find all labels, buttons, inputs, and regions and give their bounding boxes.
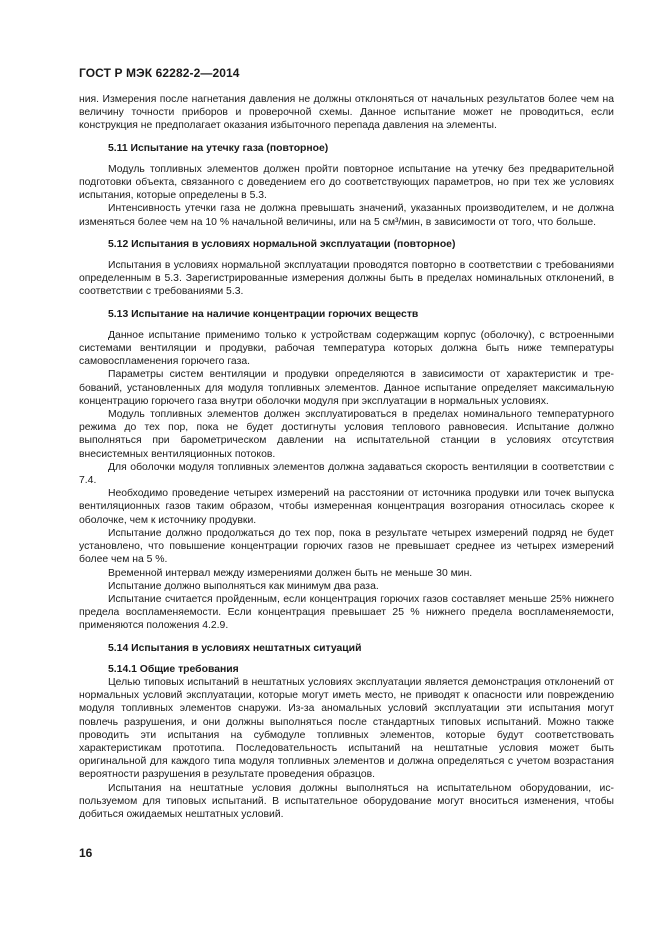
section-heading: 5.11 Испытание на утечку газа (повторное): [108, 142, 329, 154]
paragraph: Модуль топливных элементов должен пройти повторное испытание на утечку без предварительной подготовки объекта, связанного с доведением его до соответствующих параметров, но при тех же условиях испытания, которые определены в 5.3.: [79, 163, 614, 202]
document-body: [79, 93, 614, 821]
paragraph: Для оболочки модуля топливных элементов должна задаваться скорость вентиляции в соответствии с 7.4.: [79, 461, 614, 487]
paragraph: Данное испытание применимо только к устройствам содержащим корпус (оболочку), с встроенными системами вентиляции и продувки, рабочая температура которых должна быть ниже температуры самовоспламенения горючего газа.: [79, 329, 614, 368]
subsection-heading: 5.14.1 Общие требования: [108, 663, 239, 675]
section-heading: 5.14 Испытания в условиях нештатных ситуаций: [108, 642, 362, 654]
paragraph: Временной интервал между измерениями должен быть не меньше 30 мин.: [108, 567, 473, 579]
paragraph: Испытание должно продолжаться до тех пор, пока в результате четырех измерений подряд не будет установлено, что повышение концентрации горючих газов не превышает среднее из четырех измерений более чем на 5 %.: [79, 527, 614, 566]
page-number: 16: [79, 846, 93, 860]
paragraph: Испытание должно выполняться как минимум два раза.: [108, 580, 379, 592]
paragraph: Испытания на нештатные условия должны выполняться на испытательном оборудовании, используемом для типовых испытаний. В испытательное оборудование могут вноситься изменения, чтобы добиться ожидаемых нештатных условий.: [79, 782, 614, 820]
paragraph: Целью типовых испытаний в нештатных условиях эксплуатации является демонстрация отклонений от нормальных условий эксплуатации, которые могут иметь место, не приводят к опасности или повреждению модуля топливных элементов снаружи. Из-за аномальных условий эксплуатации эти испытания могут повлечь разрушения, и они должны выполняться после стандартных типовых испытаний. Можно также проводить эти испытания на субмодуле топливных элементов, которые будут соответствовать характеристикам прототипа. Последовательность испытаний на нештатные условия может быть оригинальной для каждого типа модуля топливных элементов и должна определяться с учетом возрастания вероятности разрушения в результате проведения образцов.: [79, 676, 614, 781]
paragraph: Интенсивность утечки газа не должна превышать значений, указанных производителем, и не должна изменяться более чем на 10 % начальной величины, или на 5 см³/мин, в зависимости от того, что больше.: [79, 203, 614, 228]
section-heading: 5.12 Испытания в условиях нормальной эксплуатации (повторное): [108, 238, 456, 250]
section-heading: 5.13 Испытание на наличие концентрации горючих веществ: [108, 308, 419, 320]
paragraph: Модуль топливных элементов должен эксплуатироваться в пределах номинального температурного режима до тех пор, пока не будет достигнуты условия теплового равновесия. Испытание должно выполняться при барометрическом давлении на испытательной станции в условиях отсутствия внесистемных вентиляционных потоков.: [79, 409, 614, 460]
paragraph-continuation: ния. Измерения после нагнетания давления не должны отклоняться от начальных результатов более чем на величину точности приборов и проверочной схемы. Данное испытание может не проводиться, если конструкция не предполагает оказания избыточного перепада давления на элементы.: [79, 94, 614, 132]
paragraph: Испытания в условиях нормальной эксплуатации проводятся повторно в соответствии с требованиями определенным в 5.3. Зарегистрированные измерения должны быть в пределах номинальных отклонений, в соответствии с требованиями 5.3.: [79, 260, 614, 298]
paragraph: Необходимо проведение четырех измерений на расстоянии от источника продувки или точек выпуска вентиляционных газов таким образом, чтобы измеренная концентрация возгорания относилась скорее к оболочке, чем к источнику продувки.: [79, 488, 614, 526]
paragraph: Параметры систем вентиляции и продувки определяются в зависимости от характеристик и требований, установленных для модуля топливных элементов. Данное испытание определяет максимальную концентрацию горючего газа внутри оболочки модуля при эксплуатации в нормальных условиях.: [79, 369, 614, 407]
standard-header: ГОСТ Р МЭК 62282-2—2014: [79, 66, 240, 80]
paragraph: Испытание считается пройденным, если концентрация горючих газов составляет меньше 25% нижнего предела воспламеняемости. Если концентрация превышает 25 % нижнего предела воспламеняемости, применяются положения 4.2.9.: [79, 593, 614, 632]
